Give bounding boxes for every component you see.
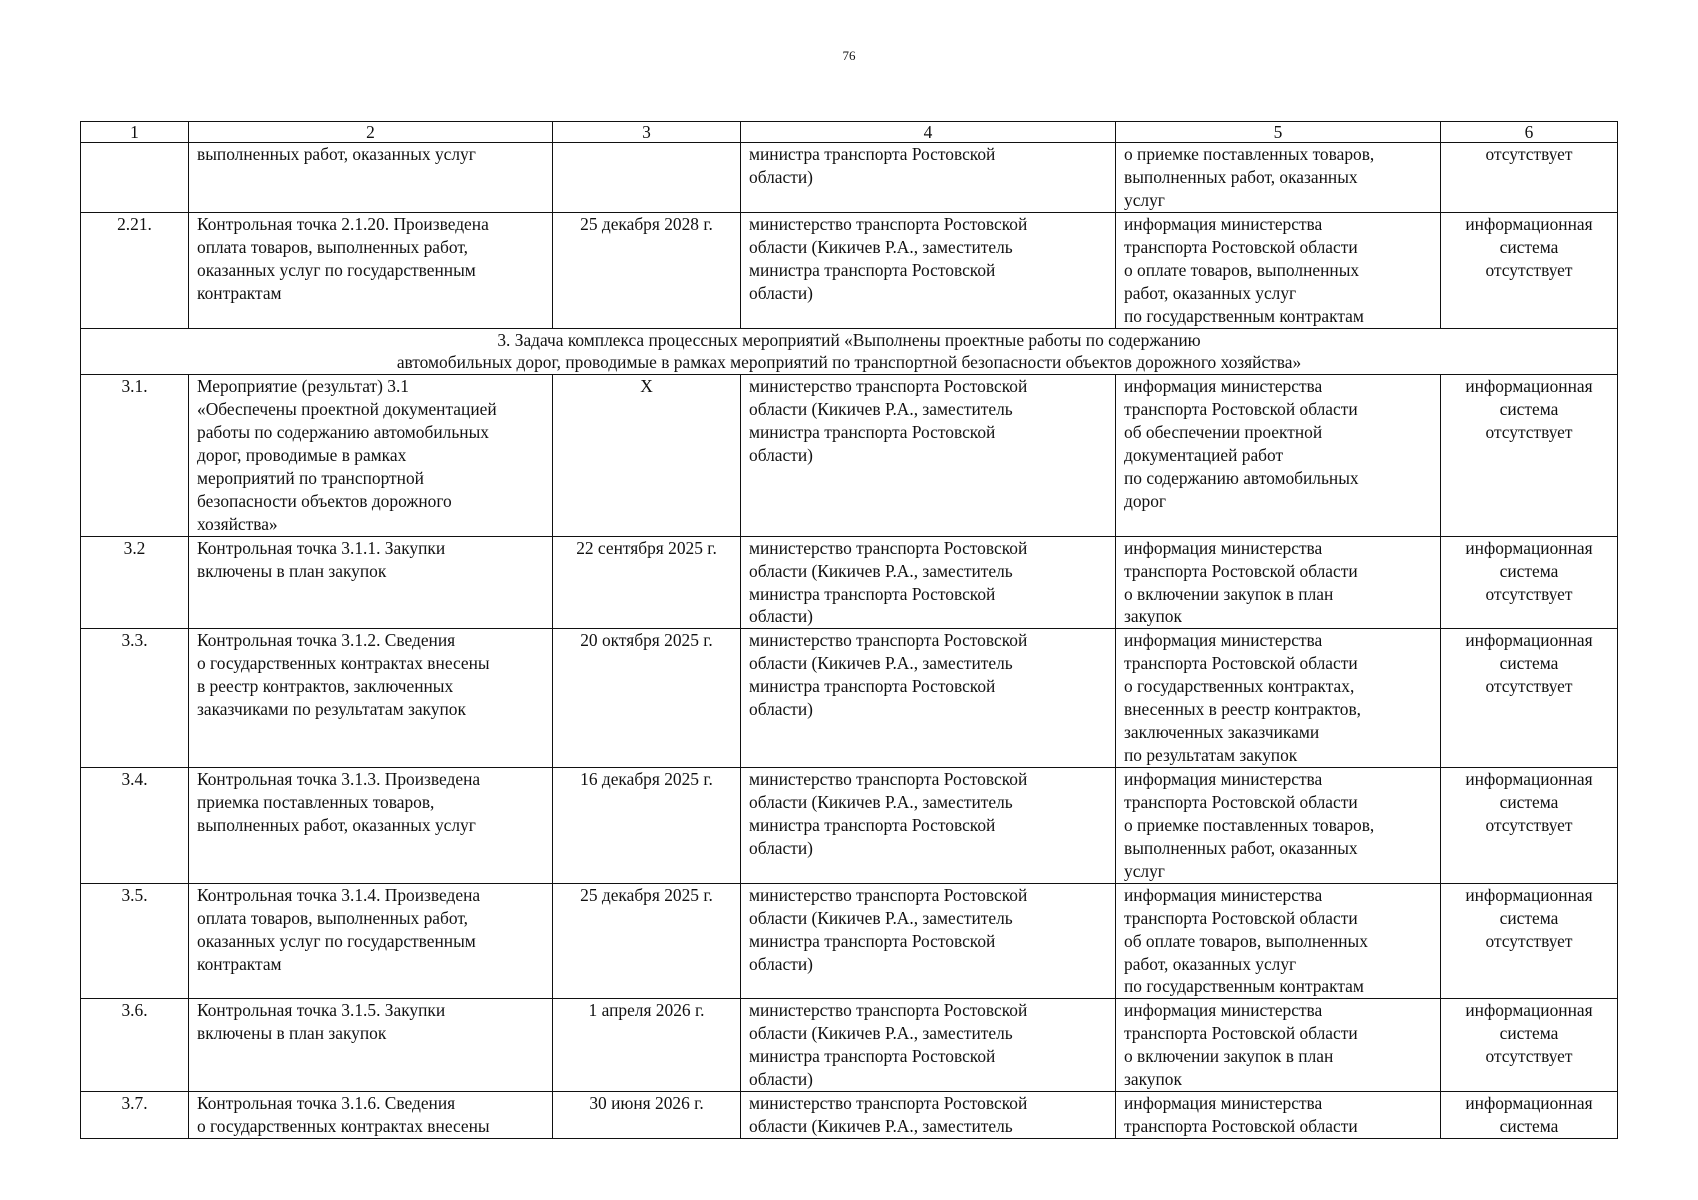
cell-line: информационная <box>1465 214 1593 234</box>
cell-line: информация министерства <box>1124 214 1323 234</box>
cell-line: автомобильных дорог, проводимые в рамках мероприятий по транспортной безопасности объектов дорожного хозяйства» <box>396 352 1302 373</box>
header-cell-4: 4 <box>741 122 1116 143</box>
info-system <box>1441 1092 1618 1139</box>
cell-line: информация министерства <box>1124 630 1323 651</box>
cell-line: информация министерства <box>1124 376 1323 397</box>
measure-name <box>189 213 553 329</box>
cell-line: отсутствует <box>1485 676 1573 697</box>
cell-line: включены в план закупок <box>197 1023 387 1044</box>
cell-line: о государственных контрактах внесены <box>197 1115 490 1136</box>
table-row <box>81 536 1618 629</box>
cell-line: работ, оказанных услуг <box>1124 282 1297 303</box>
cell-line: области (Кикичев Р.А., заместитель <box>749 653 1013 674</box>
info-system <box>1441 999 1618 1092</box>
cell-line: система <box>1499 1115 1559 1136</box>
document-info <box>1116 375 1441 536</box>
cell-line: о приемке поставленных товаров, <box>1124 144 1375 164</box>
cell-line: министерство транспорта Ростовской <box>749 630 1028 651</box>
cell-line: оказанных услуг по государственным <box>197 930 476 951</box>
deadline-date: 30 июня 2026 г. <box>553 1092 741 1139</box>
document-info <box>1116 1092 1441 1139</box>
cell-line: области (Кикичев Р.А., заместитель <box>749 236 1013 257</box>
cell-line: информация министерства <box>1124 769 1323 790</box>
cell-line: информация министерства <box>1124 884 1323 905</box>
cell-line: министра транспорта Ростовской <box>749 259 996 280</box>
cell-line: работы по содержанию автомобильных <box>197 422 489 443</box>
cell-line: система <box>1499 236 1559 257</box>
cell-line: министерство транспорта Ростовской <box>749 1093 1028 1113</box>
page-number: 76 <box>842 48 856 63</box>
cell-line: контрактам <box>197 282 282 303</box>
cell-line: министра транспорта Ростовской <box>749 583 996 604</box>
info-system <box>1441 143 1618 213</box>
cell-line: «Обеспечены проектной документацией <box>197 399 497 420</box>
row-number: 3.4. <box>81 768 189 884</box>
table-row <box>81 375 1618 536</box>
measure-name <box>189 999 553 1092</box>
info-system <box>1441 213 1618 329</box>
row-number: 3.6. <box>81 999 189 1092</box>
info-system <box>1441 536 1618 629</box>
cell-line: Контрольная точка 2.1.20. Произведена <box>197 214 489 234</box>
header-cell-5: 5 <box>1116 122 1441 143</box>
cell-line: закупок <box>1124 606 1182 627</box>
responsible <box>741 1092 1116 1139</box>
header-cell-2: 2 <box>189 122 553 143</box>
row-number: 3.5. <box>81 883 189 999</box>
cell-line: о государственных контрактах внесены <box>197 653 490 674</box>
cell-line: информационная <box>1465 884 1593 905</box>
cell-line: министра транспорта Ростовской <box>749 1046 996 1067</box>
header-cell-3: 3 <box>553 122 741 143</box>
cell-line: информационная <box>1465 769 1593 790</box>
cell-line: Контрольная точка 3.1.4. Произведена <box>197 884 481 905</box>
cell-line: министра транспорта Ростовской <box>749 930 996 951</box>
cell-line: информационная <box>1465 1000 1593 1021</box>
document-info <box>1116 629 1441 768</box>
table-row <box>81 999 1618 1092</box>
row-number: 3.1. <box>81 375 189 536</box>
cell-line: информационная <box>1465 537 1593 558</box>
cell-line: отсутствует <box>1485 144 1573 164</box>
cell-line: отсутствует <box>1485 583 1573 604</box>
table-row <box>81 143 1618 213</box>
cell-line: Контрольная точка 3.1.1. Закупки <box>197 537 446 558</box>
cell-line: по результатам закупок <box>1124 744 1298 765</box>
header-row <box>81 122 1618 143</box>
measure-name <box>189 768 553 884</box>
responsible <box>741 629 1116 768</box>
cell-line: Контрольная точка 3.1.6. Сведения <box>197 1093 456 1113</box>
cell-line: система <box>1499 907 1559 928</box>
cell-line: о государственных контрактах, <box>1124 676 1355 697</box>
cell-line: области (Кикичев Р.А., заместитель <box>749 1023 1013 1044</box>
cell-line: министра транспорта Ростовской <box>749 815 996 836</box>
cell-line: области) <box>749 1069 813 1090</box>
cell-line: информационная <box>1465 1093 1593 1113</box>
cell-line: безопасности объектов дорожного <box>197 490 452 511</box>
cell-line: Контрольная точка 3.1.2. Сведения <box>197 630 456 651</box>
cell-line: мероприятий по транспортной <box>197 467 424 488</box>
row-number: 2.21. <box>81 213 189 329</box>
cell-line: Контрольная точка 3.1.3. Произведена <box>197 769 481 790</box>
cell-line: заключенных заказчиками <box>1124 721 1320 742</box>
table-row <box>81 1092 1618 1139</box>
cell-line: транспорта Ростовской области <box>1124 1023 1358 1044</box>
responsible <box>741 143 1116 213</box>
info-system <box>1441 883 1618 999</box>
cell-line: выполненных работ, оказанных услуг <box>197 144 476 164</box>
measure-name <box>189 883 553 999</box>
deadline-date: Х <box>553 375 741 536</box>
cell-line: информация министерства <box>1124 1000 1323 1021</box>
header-cell-1: 1 <box>81 122 189 143</box>
cell-line: контрактам <box>197 953 282 974</box>
table-row <box>81 213 1618 329</box>
document-info <box>1116 999 1441 1092</box>
deadline-date: 25 декабря 2028 г. <box>553 213 741 329</box>
cell-line: министерство транспорта Ростовской <box>749 214 1028 234</box>
document-info <box>1116 768 1441 884</box>
row-number: 3.2 <box>81 536 189 629</box>
cell-line: министра транспорта Ростовской <box>749 422 996 443</box>
header-cell-6: 6 <box>1441 122 1618 143</box>
cell-line: информационная <box>1465 630 1593 651</box>
cell-line: министерство транспорта Ростовской <box>749 884 1028 905</box>
deadline-date: 16 декабря 2025 г. <box>553 768 741 884</box>
info-system <box>1441 768 1618 884</box>
deadline-date <box>553 143 741 213</box>
deadline-date: 1 апреля 2026 г. <box>553 999 741 1092</box>
cell-line: оплата товаров, выполненных работ, <box>197 236 468 257</box>
cell-line: об оплате товаров, выполненных <box>1124 930 1368 951</box>
cell-line: закупок <box>1124 1069 1182 1090</box>
cell-line: включены в план закупок <box>197 560 387 581</box>
document-info <box>1116 883 1441 999</box>
cell-line: выполненных работ, оказанных услуг <box>197 815 476 836</box>
cell-line: система <box>1499 560 1559 581</box>
measure-name <box>189 1092 553 1139</box>
row-number: 3.3. <box>81 629 189 768</box>
cell-line: области (Кикичев Р.А., заместитель <box>749 399 1013 420</box>
row-number: 3.7. <box>81 1092 189 1139</box>
cell-line: оказанных услуг по государственным <box>197 259 476 280</box>
deadline-date: 25 декабря 2025 г. <box>553 883 741 999</box>
info-system <box>1441 375 1618 536</box>
cell-line: в реестр контрактов, заключенных <box>197 676 454 697</box>
cell-line: транспорта Ростовской области <box>1124 236 1358 257</box>
cell-line: области (Кикичев Р.А., заместитель <box>749 792 1013 813</box>
measures-table <box>80 121 1618 1139</box>
cell-line: министерство транспорта Ростовской <box>749 537 1028 558</box>
row-number <box>81 143 189 213</box>
cell-line: области) <box>749 166 813 187</box>
cell-line: 3. Задача комплекса процессных мероприятий «Выполнены проектные работы по содержанию <box>497 329 1201 350</box>
cell-line: система <box>1499 1023 1559 1044</box>
cell-line: отсутствует <box>1485 422 1573 443</box>
deadline-date: 20 октября 2025 г. <box>553 629 741 768</box>
cell-line: отсутствует <box>1485 259 1573 280</box>
cell-line: области (Кикичев Р.А., заместитель <box>749 560 1013 581</box>
cell-line: система <box>1499 399 1559 420</box>
cell-line: о включении закупок в план <box>1124 1046 1334 1067</box>
cell-line: по государственным контрактам <box>1124 976 1364 997</box>
cell-line: области) <box>749 838 813 859</box>
cell-line: области (Кикичев Р.А., заместитель <box>749 907 1013 928</box>
cell-line: области) <box>749 445 813 466</box>
cell-line: по содержанию автомобильных <box>1124 467 1359 488</box>
cell-line: услуг <box>1124 860 1165 881</box>
cell-line: о приемке поставленных товаров, <box>1124 815 1375 836</box>
document-info <box>1116 213 1441 329</box>
table-row <box>81 768 1618 884</box>
cell-line: министра транспорта Ростовской <box>749 676 996 697</box>
cell-line: области) <box>749 282 813 303</box>
cell-line: по государственным контрактам <box>1124 305 1364 326</box>
cell-line: министерство транспорта Ростовской <box>749 769 1028 790</box>
measure-name <box>189 143 553 213</box>
cell-line: дорог, проводимые в рамках <box>197 445 407 466</box>
cell-line: Контрольная точка 3.1.5. Закупки <box>197 1000 446 1021</box>
cell-line: области) <box>749 953 813 974</box>
cell-line: услуг <box>1124 189 1165 210</box>
section-title <box>81 328 1618 375</box>
cell-line: транспорта Ростовской области <box>1124 653 1358 674</box>
cell-line: внесенных в реестр контрактов, <box>1124 699 1361 720</box>
cell-line: система <box>1499 653 1559 674</box>
cell-line: приемка поставленных товаров, <box>197 792 435 813</box>
cell-line: области (Кикичев Р.А., заместитель <box>749 1115 1013 1136</box>
cell-line: области) <box>749 606 813 627</box>
responsible <box>741 375 1116 536</box>
cell-line: отсутствует <box>1485 930 1573 951</box>
cell-line: выполненных работ, оказанных <box>1124 838 1358 859</box>
measure-name <box>189 375 553 536</box>
cell-line: министра транспорта Ростовской <box>749 144 996 164</box>
cell-line: документацией работ <box>1124 445 1284 466</box>
document-info <box>1116 143 1441 213</box>
cell-line: информационная <box>1465 376 1593 397</box>
responsible <box>741 768 1116 884</box>
cell-line: транспорта Ростовской области <box>1124 399 1358 420</box>
table-row <box>81 883 1618 999</box>
responsible <box>741 536 1116 629</box>
cell-line: об обеспечении проектной <box>1124 422 1323 443</box>
responsible <box>741 213 1116 329</box>
cell-line: министерство транспорта Ростовской <box>749 1000 1028 1021</box>
measure-name <box>189 536 553 629</box>
cell-line: транспорта Ростовской области <box>1124 560 1358 581</box>
document-info <box>1116 536 1441 629</box>
cell-line: система <box>1499 792 1559 813</box>
cell-line: транспорта Ростовской области <box>1124 907 1358 928</box>
cell-line: отсутствует <box>1485 815 1573 836</box>
cell-line: дорог <box>1124 490 1167 511</box>
cell-line: отсутствует <box>1485 1046 1573 1067</box>
cell-line: заказчиками по результатам закупок <box>197 699 466 720</box>
section-row <box>81 328 1618 375</box>
responsible <box>741 883 1116 999</box>
cell-line: Мероприятие (результат) 3.1 <box>197 376 409 397</box>
cell-line: транспорта Ростовской области <box>1124 792 1358 813</box>
cell-line: министерство транспорта Ростовской <box>749 376 1028 397</box>
cell-line: о включении закупок в план <box>1124 583 1334 604</box>
table-row <box>81 629 1618 768</box>
cell-line: области) <box>749 699 813 720</box>
cell-line: работ, оказанных услуг <box>1124 953 1297 974</box>
cell-line: информация министерства <box>1124 537 1323 558</box>
measure-name <box>189 629 553 768</box>
cell-line: транспорта Ростовской области <box>1124 1115 1358 1136</box>
cell-line: выполненных работ, оказанных <box>1124 166 1358 187</box>
cell-line: хозяйства» <box>197 513 278 534</box>
cell-line: о оплате товаров, выполненных <box>1124 259 1360 280</box>
responsible <box>741 999 1116 1092</box>
cell-line: оплата товаров, выполненных работ, <box>197 907 468 928</box>
info-system <box>1441 629 1618 768</box>
cell-line: информация министерства <box>1124 1093 1323 1113</box>
deadline-date: 22 сентября 2025 г. <box>553 536 741 629</box>
table-body <box>81 122 1618 1139</box>
